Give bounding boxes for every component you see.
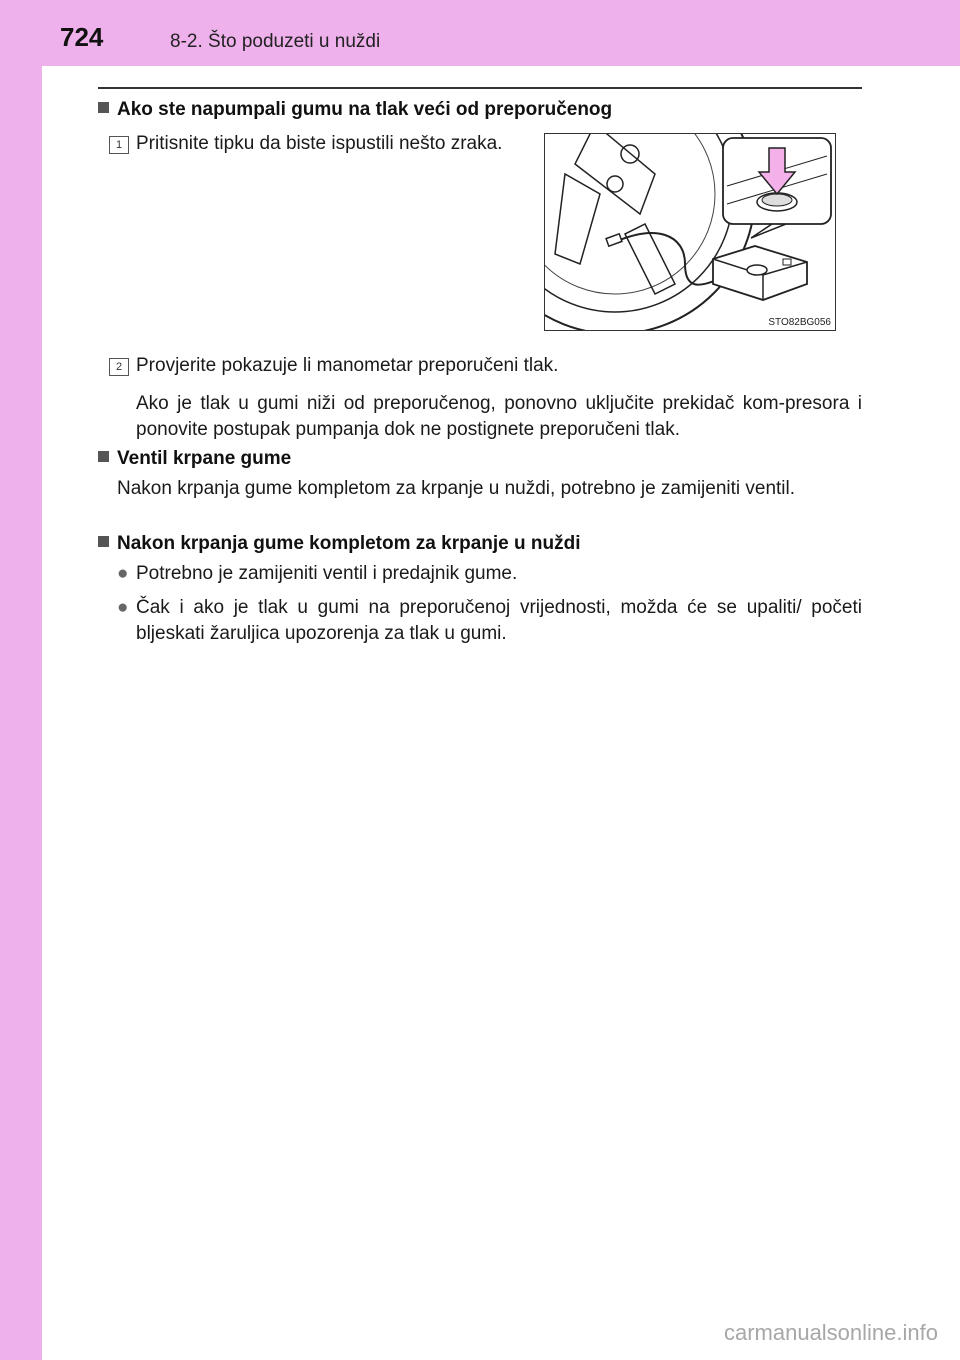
wheel-compressor-illustration [545, 134, 835, 330]
circle-bullet-icon: ● [117, 563, 129, 584]
site-watermark: carmanualsonline.info [723, 1320, 938, 1345]
step-1-text: Pritisnite tipku da biste ispustili nešto zraka. [136, 133, 503, 154]
chapter-title: 8-2. Što poduzeti u nuždi [170, 31, 381, 52]
step-2-note: Ako je tlak u gumi niži od preporučenog, ponovno uključite prekidač kom-presora i ponovite postupak pumpanja dok ne postignete preporučeni tlak. [136, 393, 862, 440]
list-item: Čak i ako je tlak u gumi na preporučenoj vrijednosti, možda će se upaliti/ početi bljeskati žaruljica upozorenja za tlak u gumi. [136, 597, 862, 644]
section-heading-after-repair [98, 533, 580, 555]
square-bullet-icon [98, 451, 109, 462]
section-heading-valve [98, 448, 291, 470]
heading-text: Ventil krpane gume [117, 448, 292, 469]
figure-caption: STO82BG056 [768, 317, 831, 328]
header-band [0, 0, 960, 66]
heading-text: Nakon krpanja gume kompletom za krpanje u nuždi [117, 533, 581, 554]
step-number-1: 1 [109, 136, 129, 154]
compressor-figure [544, 133, 836, 331]
step-2-text: Provjerite pokazuje li manometar preporučeni tlak. [136, 355, 559, 376]
page-number: 724 [60, 22, 104, 52]
section-heading-overpressure [98, 99, 612, 121]
heading-text: Ako ste napumpali gumu na tlak veći od preporučenog [117, 99, 613, 120]
header-divider [98, 87, 862, 89]
list-item: Potrebno je zamijeniti ventil i predajnik gume. [136, 563, 518, 584]
step-number-2: 2 [109, 358, 129, 376]
valve-text: Nakon krpanja gume kompletom za krpanje u nuždi, potrebno je zamijeniti ventil. [117, 478, 796, 499]
circle-bullet-icon: ● [117, 597, 129, 618]
side-color-band [0, 0, 42, 1360]
square-bullet-icon [98, 536, 109, 547]
square-bullet-icon [98, 102, 109, 113]
